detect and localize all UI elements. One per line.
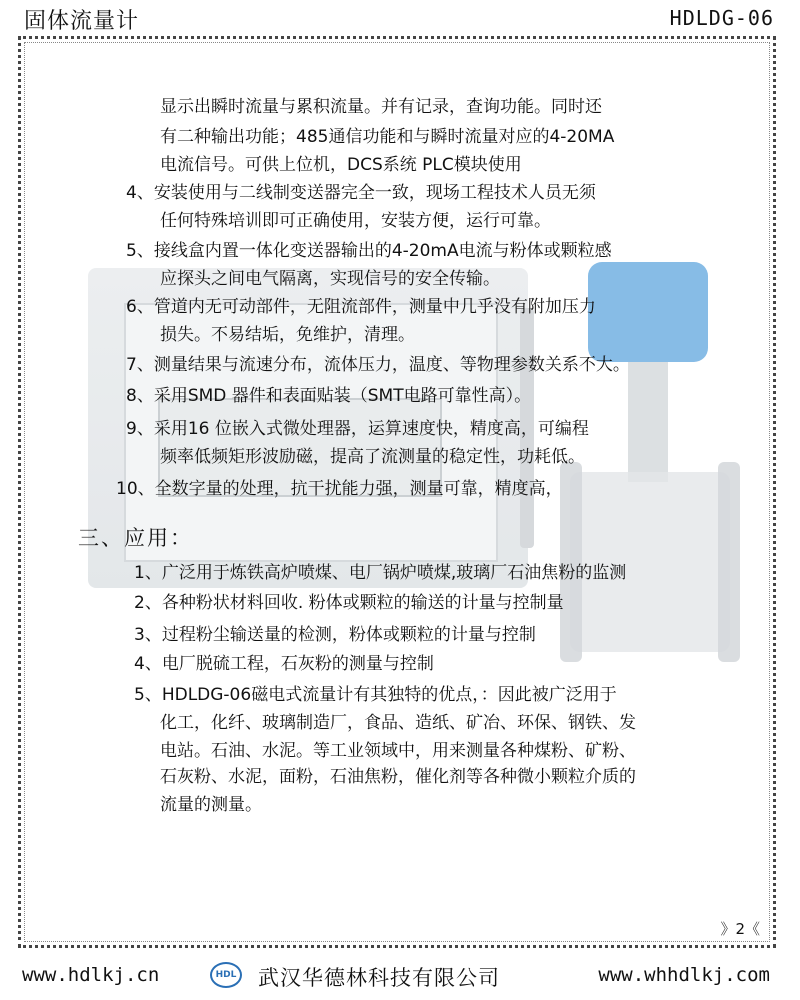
application-item: 3、过程粉尘输送量的检测，粉体或颗粒的计量与控制 (134, 625, 536, 645)
body-line: 有二种输出功能；485通信功能和与瞬时流量对应的4-20MA (160, 127, 615, 147)
body-line: 应探头之间电气隔离，实现信号的安全传输。 (160, 269, 500, 289)
model-code: HDLDG-06 (669, 6, 774, 30)
application-item: 电站。石油、水泥。等工业领域中，用来测量各种煤粉、矿粉、 (160, 741, 636, 761)
document-title: 固体流量计 (24, 9, 140, 34)
application-item: 流量的测量。 (160, 795, 262, 815)
body-line: 6、管道内无可动部件，无阻流部件，测量中几乎没有附加压力 (126, 297, 596, 317)
application-item: 化工，化纤、玻璃制造厂，食品、造纸、矿冶、环保、钢铁、发 (160, 713, 636, 733)
footer-link-left[interactable]: www.hdlkj.cn (22, 964, 160, 986)
body-line: 频率低频矩形波励磁，提高了流测量的稳定性，功耗低。 (160, 447, 585, 467)
body-line: 任何特殊培训即可正确使用，安装方便，运行可靠。 (160, 211, 551, 231)
company-name: 武汉华德林科技有限公司 (258, 966, 500, 990)
application-item: 4、电厂脱硫工程，石灰粉的测量与控制 (134, 654, 434, 674)
body-line: 电流信号。可供上位机，DCS系统 PLC模块使用 (160, 155, 522, 175)
body-line: 损失。不易结垢，免维护，清理。 (160, 325, 415, 345)
body-line: 显示出瞬时流量与累积流量。并有记录，查询功能。同时还 (160, 97, 602, 117)
body-line: 9、采用16 位嵌入式微处理器，运算速度快，精度高，可编程 (126, 419, 589, 439)
body-line: 10、全数字量的处理，抗干扰能力强，测量可靠，精度高， (116, 479, 563, 499)
body-line: 4、安装使用与二线制变送器完全一致，现场工程技术人员无须 (126, 183, 596, 203)
section-heading: 三、应用： (78, 526, 193, 550)
application-item: 2、各种粉状材料回收. 粉体或颗粒的输送的计量与控制量 (134, 593, 564, 613)
body-line: 7、测量结果与流速分布，流体压力，温度、等物理参数关系不大。 (126, 355, 630, 375)
body-line: 5、接线盒内置一体化变送器输出的4-20mA电流与粉体或颗粒感 (126, 241, 612, 261)
application-item: 5、HDLDG-06磁电式流量计有其独特的优点，：因此被广泛用于 (134, 685, 617, 705)
body-line: 8、采用SMD 器件和表面贴装（SMT电路可靠性高）。 (126, 386, 532, 406)
flowmeter-illustration (560, 262, 730, 652)
footer-link-right[interactable]: www.whhdlkj.com (598, 964, 770, 986)
page-number: 》2《 (720, 920, 760, 938)
application-item: 1、广泛用于炼铁高炉喷煤、电厂锅炉喷煤,玻璃厂石油焦粉的监测 (134, 563, 627, 583)
application-item: 石灰粉、水泥，面粉，石油焦粉，催化剂等各种微小颗粒介质的 (160, 767, 636, 787)
company-logo-icon: HDL (210, 962, 242, 988)
